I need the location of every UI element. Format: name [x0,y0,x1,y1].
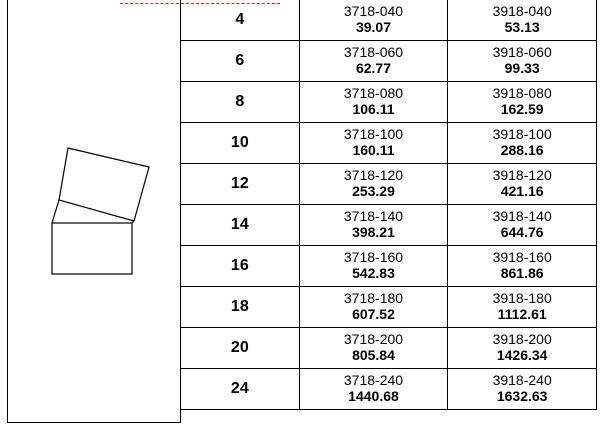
elbow-joint-left [52,200,59,223]
part-price: 99.33 [504,60,540,76]
part-price: 288.16 [500,142,544,158]
part-price: 160.11 [352,142,395,158]
part-price: 1632.63 [496,388,548,404]
part-3718-cell [299,286,448,327]
part-3718-cell [299,122,448,163]
part-price: 106.11 [352,101,395,117]
part-3918-cell [448,327,597,368]
part-3918-cell [448,81,597,122]
table-row [181,122,597,163]
elbow-joint-right [132,221,134,223]
size-cell: 20 [181,327,300,368]
part-number: 3718-120 [343,167,404,183]
elbow-fitting-diagram [8,0,182,423]
part-3918-cell [448,163,597,204]
table-row [181,0,597,40]
part-number: 3718-100 [343,126,404,142]
part-number: 3918-240 [492,372,552,388]
part-number: 3718-160 [343,249,404,265]
part-3718-cell [299,368,448,409]
part-number: 3918-100 [492,126,552,142]
table-row [181,81,597,122]
size-cell: 14 [181,204,300,245]
part-number: 3718-040 [343,3,404,20]
table-row [181,40,597,81]
part-number: 3918-120 [492,167,552,183]
size-cell: 8 [181,81,300,122]
part-3718-cell [299,0,448,40]
size-cell: 16 [181,245,300,286]
part-price: 542.83 [352,265,395,281]
part-number: 3918-040 [492,3,552,20]
part-3918-cell [448,286,597,327]
parts-table [180,0,597,410]
table-row [181,163,597,204]
size-cell: 10 [181,122,300,163]
part-number: 3718-180 [343,290,404,306]
part-number: 3718-140 [343,208,404,224]
part-number: 3718-080 [343,85,404,101]
table-row [181,368,597,409]
part-3718-cell [299,163,448,204]
table-row [181,327,597,368]
part-price: 421.16 [500,183,544,199]
size-cell: 18 [181,286,300,327]
part-number: 3718-060 [343,44,404,60]
size-cell: 6 [181,40,300,81]
part-price: 62.77 [355,60,391,76]
part-number: 3918-140 [492,208,552,224]
part-3718-cell [299,245,448,286]
part-3918-cell [448,40,597,81]
fitting-drawing-cell [7,0,181,423]
part-3718-cell [299,40,448,81]
elbow-upper-segment [59,148,149,221]
size-cell: 12 [181,163,300,204]
part-number: 3918-160 [492,249,552,265]
part-3718-cell [299,81,448,122]
part-price: 39.07 [355,19,391,36]
part-3918-cell [448,122,597,163]
part-3918-cell [448,204,597,245]
table-row [181,286,597,327]
table-row [181,204,597,245]
part-number: 3718-240 [343,372,404,388]
part-price: 805.84 [352,347,395,363]
part-price: 162.59 [500,101,544,117]
part-number: 3918-080 [492,85,552,101]
part-number: 3918-060 [492,44,552,60]
part-price: 607.52 [352,306,395,322]
part-price: 1426.34 [496,347,548,363]
size-cell: 24 [181,368,300,409]
part-number: 3918-180 [492,290,552,306]
part-price: 1440.68 [348,388,399,404]
part-price: 53.13 [504,19,540,36]
elbow-lower-segment [52,223,132,274]
part-3918-cell [448,0,597,40]
part-3918-cell [448,368,597,409]
part-price: 398.21 [352,224,395,240]
part-price: 644.76 [500,224,544,240]
part-price: 1112.61 [497,306,547,322]
part-price: 253.29 [352,183,395,199]
fitting-price-table [7,0,597,424]
part-number: 3718-200 [343,331,404,347]
part-3718-cell [299,204,448,245]
part-price: 861.86 [500,265,544,281]
size-cell: 4 [181,0,300,40]
part-3718-cell [299,327,448,368]
table-row [181,245,597,286]
part-3918-cell [448,245,597,286]
part-number: 3918-200 [492,331,552,347]
